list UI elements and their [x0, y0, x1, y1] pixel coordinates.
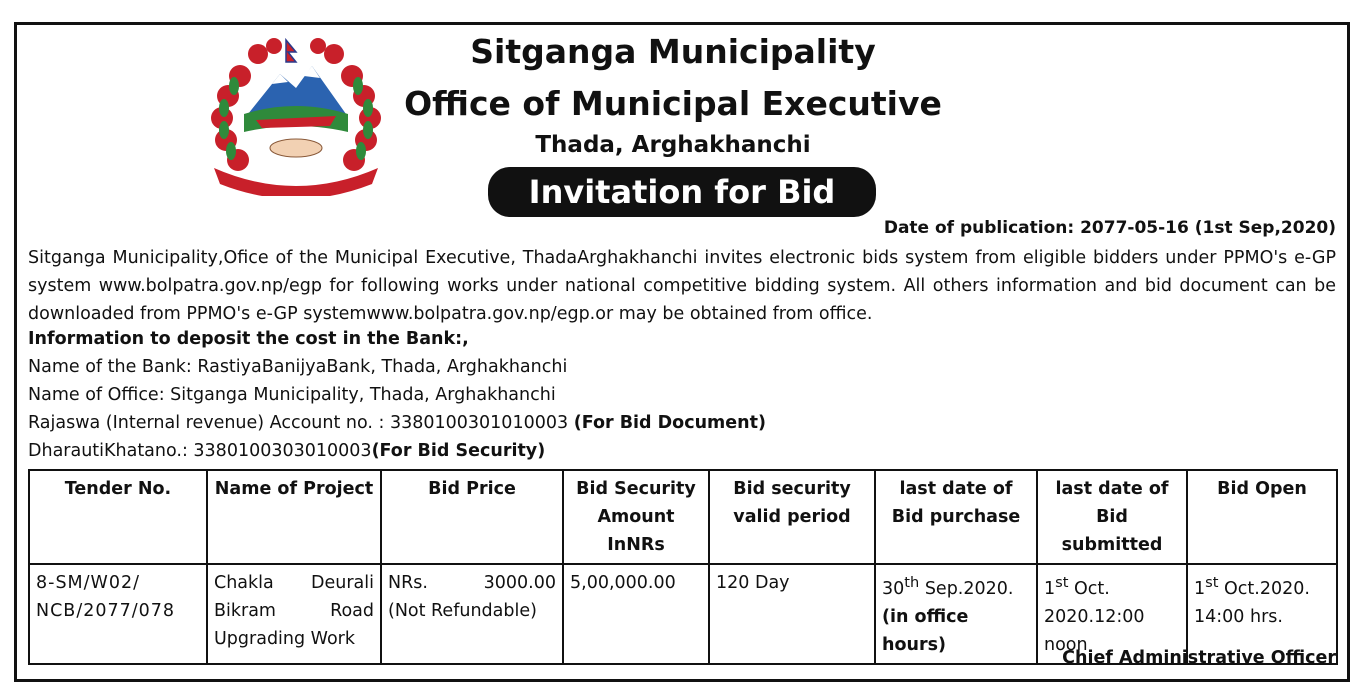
cell-valid-period: 120 Day — [709, 564, 875, 664]
revenue-account-note: (For Bid Document) — [573, 413, 766, 433]
notice-title: Invitation for Bid — [488, 167, 876, 217]
price-note: (Not Refundable) — [388, 601, 537, 621]
cell-security-amount: 5,00,000.00 — [563, 564, 709, 664]
header-bid-security-amount: Bid Security Amount InNRs — [563, 470, 709, 564]
open-date-time: Oct.2020. 14:00 hrs. — [1194, 578, 1310, 627]
intro-paragraph: Sitganga Municipality,Ofice of the Municipal Executive, ThadaArghakhanchi invites electronic bids system from eligible bidders under PPMO's e-GP system www.bolpatra.gov.np/egp for following works under national competitive bidding system. All others information and bid document can be downloaded from PPMO's e-GP systemwww.bolpatra.gov.np/egp.or may be obtained from office. — [28, 248, 1336, 324]
open-day: 1 — [1194, 578, 1206, 599]
office-name: Name of Office: Sitganga Municipality, Thada, Arghakhanchi — [28, 385, 556, 405]
office-title: Office of Municipal Executive — [404, 84, 942, 123]
cell-project-name: Chakla Deurali Bikram Road Upgrading Work — [207, 564, 381, 664]
table-header-row — [29, 470, 1337, 564]
header-last-purchase-date: last date of Bid purchase — [875, 470, 1037, 564]
price-currency: NRs. — [388, 573, 428, 593]
cell-tender-no: 8-SM/W02/ NCB/2077/078 — [29, 564, 207, 664]
security-account — [28, 441, 545, 461]
location-title: Thada, Arghakhanchi — [535, 132, 811, 158]
revenue-account-number: Rajaswa (Internal revenue) Account no. : 3380100301010003 — [28, 413, 569, 433]
bank-name: Name of the Bank: RastiyaBanijyaBank, Thada, Arghakhanchi — [28, 357, 568, 377]
header-bid-price: Bid Price — [381, 470, 563, 564]
purchase-day-suffix: th — [904, 574, 920, 591]
signatory-title: Chief Administrative Officer — [1062, 648, 1336, 668]
security-account-note: (For Bid Security) — [371, 441, 546, 461]
organization-title: Sitganga Municipality — [470, 32, 876, 71]
purchase-day: 30 — [882, 578, 905, 599]
cell-bid-price — [381, 564, 563, 664]
bid-table — [28, 469, 1338, 665]
submit-day-suffix: st — [1055, 574, 1069, 591]
revenue-account — [28, 413, 766, 433]
open-day-suffix: st — [1205, 574, 1219, 591]
header-project-name: Name of Project — [207, 470, 381, 564]
header-tender-no: Tender No. — [29, 470, 207, 564]
bank-info-heading: Information to deposit the cost in the Bank:, — [28, 329, 469, 349]
purchase-month-year: Sep.2020. — [924, 578, 1014, 599]
header-bid-open: Bid Open — [1187, 470, 1337, 564]
publication-date: Date of publication: 2077-05-16 (1st Sep,2020) — [883, 218, 1336, 238]
cell-purchase-date — [875, 564, 1037, 664]
security-account-number: DharautiKhatano.: 3380100303010003 — [28, 441, 372, 461]
submit-date-time: Oct. 2020.12:00 noon — [1044, 578, 1145, 655]
header-security-valid-period: Bid security valid period — [709, 470, 875, 564]
submit-day: 1 — [1044, 578, 1056, 599]
purchase-note: (in office hours) — [882, 606, 969, 655]
header-last-submit-date: last date of Bid submitted — [1037, 470, 1187, 564]
price-value: 3000.00 — [483, 573, 556, 593]
